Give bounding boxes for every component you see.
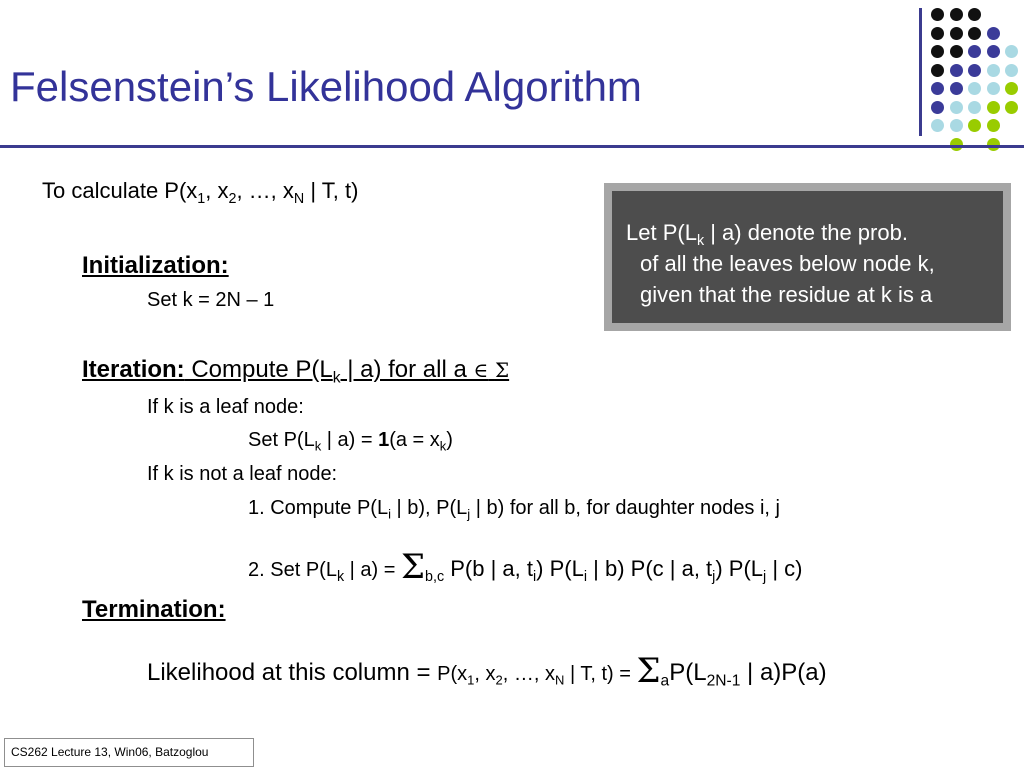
decorative-dot xyxy=(987,138,1000,151)
decorative-dot xyxy=(950,8,963,21)
decorative-dot xyxy=(987,119,1000,132)
decorative-dot xyxy=(931,27,944,40)
step1-text: | b) for all b, for daughter nodes i, j xyxy=(470,497,780,519)
leaf-text: Set P(L xyxy=(248,429,315,451)
element-of-symbol: ∈ xyxy=(473,358,489,382)
decorative-dot xyxy=(987,64,1000,77)
decorative-dot xyxy=(987,101,1000,114)
definition-line-2: of all the leaves below node k, xyxy=(640,251,935,276)
decorative-dot xyxy=(950,119,963,132)
iteration-text-part: | a) for all a xyxy=(340,356,474,383)
decorative-dot xyxy=(1005,64,1018,77)
step1-text: 1. Compute P(L xyxy=(248,497,389,519)
iteration-sub: k xyxy=(332,369,341,387)
leaf-text: | a) = xyxy=(321,429,379,451)
leaf-text: ) xyxy=(446,429,453,451)
likelihood-sub: 1 xyxy=(467,672,475,688)
likelihood-sub: 2 xyxy=(495,672,503,688)
decorative-dot xyxy=(931,8,944,21)
step1-sub: j xyxy=(467,506,471,522)
step2-text: ) P(L xyxy=(536,556,584,581)
leaf-text: (a = x xyxy=(389,429,440,451)
step2-sub: j xyxy=(763,569,767,585)
definition-text: | a) denote the prob. xyxy=(704,220,908,245)
likelihood-sub: 2N-1 xyxy=(706,672,741,690)
decorative-dot xyxy=(950,82,963,95)
slide-footer: CS262 Lecture 13, Win06, Batzoglou xyxy=(4,738,254,767)
decorative-dot xyxy=(1005,82,1018,95)
decorative-dot xyxy=(931,82,944,95)
step2-sub: b,c xyxy=(425,569,445,585)
likelihood-text-part: | T, t) = xyxy=(564,663,637,685)
leaf-step xyxy=(248,428,453,452)
decorative-dot xyxy=(968,82,981,95)
title-divider xyxy=(0,145,1024,148)
step2-text: 2. Set P(L xyxy=(248,559,337,581)
decorative-dot xyxy=(968,27,981,40)
decorative-dot xyxy=(931,64,944,77)
decorative-dot xyxy=(950,27,963,40)
slide-title: Felsenstein’s Likelihood Algorithm xyxy=(10,63,642,110)
likelihood-text-part: , x xyxy=(474,663,496,685)
leaf-sub: k xyxy=(314,438,322,454)
definition-line-1 xyxy=(626,217,1003,248)
indicator-one: 1 xyxy=(378,429,390,451)
intro-sub: 1 xyxy=(197,191,206,207)
step2-sub: j xyxy=(712,569,716,585)
likelihood-sub: a xyxy=(660,672,670,690)
summation-symbol: Σ xyxy=(400,547,426,587)
definition-box xyxy=(604,183,1011,331)
iteration-heading: Iteration: xyxy=(82,356,185,383)
nonleaf-step-2 xyxy=(248,547,803,587)
definition-line-3: given that the residue at k is a xyxy=(640,282,933,307)
initialization-step: Set k = 2N – 1 xyxy=(147,289,275,311)
nonleaf-condition: If k is not a leaf node: xyxy=(147,463,338,485)
leaf-condition: If k is a leaf node: xyxy=(147,396,304,418)
decorative-dot xyxy=(987,45,1000,58)
decorative-dot xyxy=(968,64,981,77)
step2-text: | a) = xyxy=(344,559,401,581)
step2-sub: i xyxy=(583,569,588,585)
likelihood-text: | a)P(a) xyxy=(740,659,827,686)
definition-sub: k xyxy=(696,233,705,249)
initialization-heading: Initialization: xyxy=(82,252,229,279)
intro-text: To calculate P(x xyxy=(42,178,198,203)
definition-text: Let P(L xyxy=(626,220,697,245)
intro-text: | T, t) xyxy=(304,178,359,203)
decorative-dot xyxy=(931,101,944,114)
decorative-dot xyxy=(968,45,981,58)
decorative-dot xyxy=(950,138,963,151)
decorative-dot xyxy=(968,119,981,132)
definition-box-inner xyxy=(612,191,1003,323)
intro-text: , …, x xyxy=(236,178,294,203)
intro-line xyxy=(42,178,359,207)
likelihood-text-part: , …, x xyxy=(502,663,555,685)
likelihood-text: Likelihood at this column = xyxy=(147,659,438,686)
leaf-sub: k xyxy=(439,438,447,454)
step2-sub: k xyxy=(336,569,345,585)
decorative-dot xyxy=(1005,101,1018,114)
step1-sub: i xyxy=(388,506,391,522)
step1-text: | b), P(L xyxy=(390,497,468,519)
decorative-dot xyxy=(968,8,981,21)
likelihood-sub: N xyxy=(555,672,565,688)
step2-text: | c) xyxy=(766,556,803,581)
decorative-dot xyxy=(950,64,963,77)
decorative-dot xyxy=(931,45,944,58)
decorative-dot xyxy=(950,45,963,58)
iteration-line xyxy=(82,356,510,387)
decorative-dot xyxy=(987,82,1000,95)
nonleaf-step-1 xyxy=(248,496,780,520)
likelihood-line xyxy=(147,651,827,691)
iteration-text-part: Compute P(L xyxy=(184,356,333,383)
step2-text: ) P(L xyxy=(715,556,764,581)
decorative-dot xyxy=(1005,45,1018,58)
sigma-symbol: Σ xyxy=(494,358,510,382)
step2-sub: i xyxy=(532,569,537,585)
decorative-dot xyxy=(950,101,963,114)
decorative-dot xyxy=(968,101,981,114)
likelihood-text-part: P(x xyxy=(437,663,468,685)
iteration-text xyxy=(184,356,510,387)
termination-heading: Termination: xyxy=(82,596,226,623)
likelihood-expr xyxy=(437,663,637,688)
summation-symbol: Σ xyxy=(636,651,661,691)
decorative-dot xyxy=(987,27,1000,40)
step2-text: P(b | a, t xyxy=(444,556,533,581)
decorative-dot xyxy=(931,119,944,132)
likelihood-text: P(L xyxy=(669,659,707,686)
intro-sub: 2 xyxy=(228,191,237,207)
step2-text: | b) P(c | a, t xyxy=(587,556,713,581)
intro-sub: N xyxy=(293,191,305,207)
intro-text: , x xyxy=(205,178,229,203)
vertical-divider xyxy=(919,8,922,136)
